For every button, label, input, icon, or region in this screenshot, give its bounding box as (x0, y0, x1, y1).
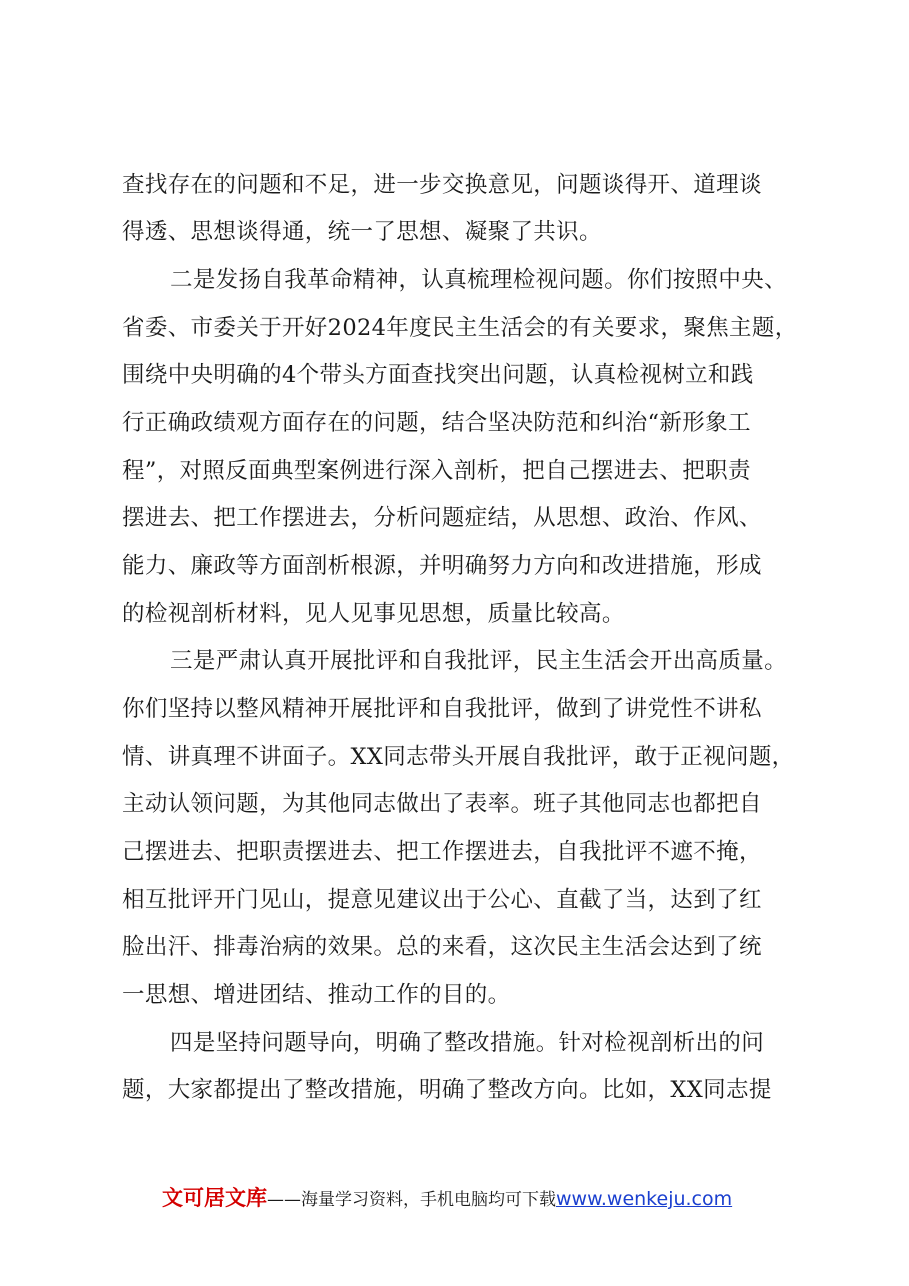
body-line-7: 程”，对照反面典型案例进行深入剖析，把自己摆进去、把职责 (122, 458, 751, 484)
body-line-14: 主动认领问题，为其他同志做出了表率。班子其他同志也都把自 (122, 791, 762, 817)
body-line-16: 相互批评开门见山，提意见建议出于公心、直截了当，达到了红 (122, 887, 762, 913)
body-line-12: 你们坚持以整风精神开展批评和自我批评，做到了讲党性不讲私 (122, 696, 762, 722)
body-line-18: 一思想、增进团结、推动工作的目的。 (122, 982, 511, 1008)
body-line-13: 情、讲真理不讲面子。XX同志带头开展自我批评，敢于正视问题， (122, 744, 795, 770)
body-line-2: 得透、思想谈得通，统一了思想、凝聚了共识。 (122, 219, 602, 245)
body-line-4: 省委、市委关于开好2024年度民主生活会的有关要求，聚焦主题， (122, 315, 798, 341)
body-line-19: 四是坚持问题导向，明确了整改措施。针对检视剖析出的问 (170, 1030, 765, 1056)
body-line-17: 脸出汗、排毒治病的效果。总的来看，这次民主生活会达到了统 (122, 934, 762, 960)
body-line-11: 三是严肃认真开展批评和自我批评，民主生活会开出高质量。 (170, 648, 787, 674)
body-line-1: 查找存在的问题和不足，进一步交换意见，问题谈得开、道理谈 (122, 172, 762, 198)
body-line-3: 二是发扬自我革命精神，认真梳理检视问题。你们按照中央、 (170, 267, 787, 293)
footer-banner (162, 1182, 732, 1210)
footer-slogan: ——海量学习资料，手机电脑均可下载 (267, 1190, 556, 1210)
body-line-8: 摆进去、把工作摆进去，分析问题症结，从思想、政治、作风、 (122, 505, 762, 531)
body-line-5: 围绕中央明确的4个带头方面查找突出问题，认真检视树立和践 (122, 362, 754, 388)
body-line-10: 的检视剖析材料，见人见事见思想，质量比较高。 (122, 601, 625, 627)
body-line-6: 行正确政绩观方面存在的问题，结合坚决防范和纠治“新形象工 (122, 410, 751, 436)
footer-brand: 文可居文库 (162, 1186, 267, 1210)
body-line-20: 题，大家都提出了整改措施，明确了整改方向。比如，XX同志提 (122, 1077, 772, 1103)
footer-url-link[interactable]: www.wenkeju.com (556, 1188, 733, 1210)
body-line-15: 己摆进去、把职责摆进去、把工作摆进去，自我批评不遮不掩， (122, 839, 762, 865)
body-line-9: 能力、廉政等方面剖析根源，并明确努力方向和改进措施，形成 (122, 553, 762, 579)
